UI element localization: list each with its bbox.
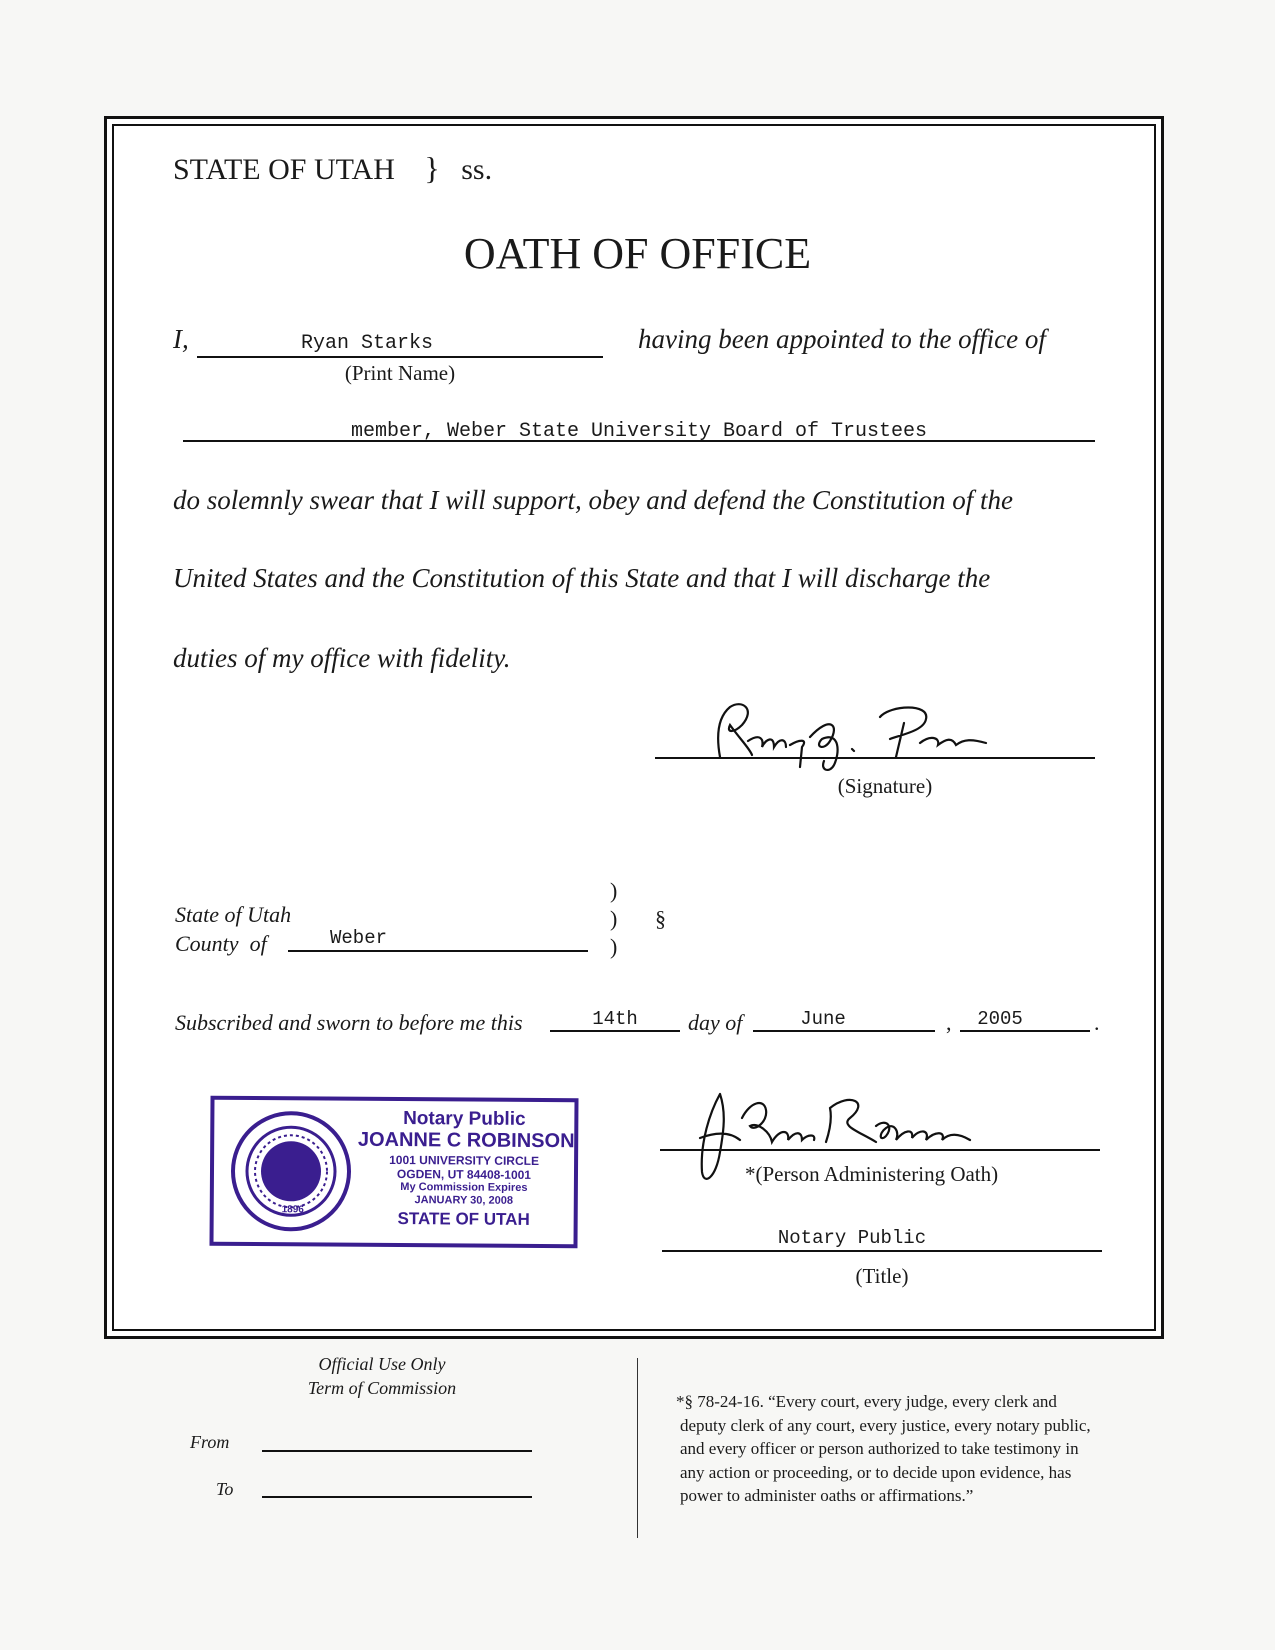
state-heading: STATE OF UTAH } ss. [173,150,493,186]
statute-line-5: power to administer oaths or affirmations.” [680,1486,974,1505]
brace-mark: } [424,150,440,186]
title-value: Notary Public [777,1227,927,1249]
stamp-line-7: STATE OF UTAH [397,1209,530,1229]
administrator-line [660,1149,1100,1151]
day-line [550,1030,680,1032]
jurat-text: Subscribed and sworn to before me this [175,1010,523,1035]
jurat-comma: , [946,1010,952,1035]
venue-paren-3: ) [610,934,618,959]
county-value: Weber [330,927,388,949]
county-line [288,950,588,952]
administrator-caption: *(Person Administering Oath) [745,1162,999,1186]
signature-caption: (Signature) [837,774,933,798]
from-line [262,1450,532,1452]
jurat-day-of: day of [688,1010,743,1035]
statute-text [676,1390,1091,1508]
print-name-value: Ryan Starks [300,332,434,355]
stamp-line-3: 1001 UNIVERSITY CIRCLE [389,1152,540,1169]
oath-prefix: I, [173,324,189,354]
page-title: OATH OF OFFICE [463,229,812,278]
venue-county-label: County of [175,931,267,956]
stamp-line-5: My Commission Expires [400,1181,528,1194]
office-value: member, Weber State University Board of Trustees [350,420,928,443]
appointed-text: having been appointed to the office of [638,324,1046,354]
day-value: 14th [592,1008,638,1030]
from-label: From [190,1432,230,1452]
footer-divider [637,1358,638,1538]
statute-line-3: and every officer or person authorized to take testimony in [680,1439,1079,1458]
oath-body-line-1: do solemnly swear that I will support, obey and defend the Constitution of the [173,485,1013,515]
stamp-line-6: JANUARY 30, 2008 [414,1194,514,1207]
statute-line-1: *§ 78-24-16. “Every court, every judge, every clerk and [676,1392,1057,1411]
jurat-period: . [1094,1010,1100,1035]
notary-seal-icon [228,1108,355,1235]
stamp-line-4: OGDEN, UT 84408-1001 [396,1167,532,1182]
notary-stamp [209,1096,578,1249]
statute-line-2: deputy clerk of any court, every justice, every notary public, [680,1415,1091,1435]
oath-body-line-2: United States and the Constitution of this State and that I will discharge the [173,563,991,593]
oath-body-line-3: duties of my office with fidelity. [173,643,511,673]
signature-line [655,757,1095,759]
signature-handwriting [690,695,1020,785]
seal-year: 1896 [281,1204,304,1216]
venue-paren-1: ) [610,878,618,903]
print-name-caption: (Print Name) [344,361,456,385]
print-name-line [197,356,603,358]
year-line [960,1030,1090,1032]
title-caption: (Title) [855,1264,909,1288]
venue-paren-2: ) [610,906,618,931]
to-label: To [216,1479,234,1499]
month-value: June [800,1008,846,1030]
official-use-heading: Official Use Only [318,1354,446,1374]
term-of-commission-heading: Term of Commission [307,1378,457,1398]
section-mark: § [655,906,666,931]
stamp-line-2: JOANNE C ROBINSON [357,1128,575,1153]
venue-state-label: State of Utah [175,902,292,927]
statute-line-4: any action or proceeding, or to decide upon evidence, has [680,1462,1072,1482]
stamp-line-1: Notary Public [403,1108,526,1130]
to-line [262,1496,532,1498]
month-line [753,1030,935,1032]
year-value: 2005 [977,1008,1023,1030]
title-line [662,1250,1102,1252]
